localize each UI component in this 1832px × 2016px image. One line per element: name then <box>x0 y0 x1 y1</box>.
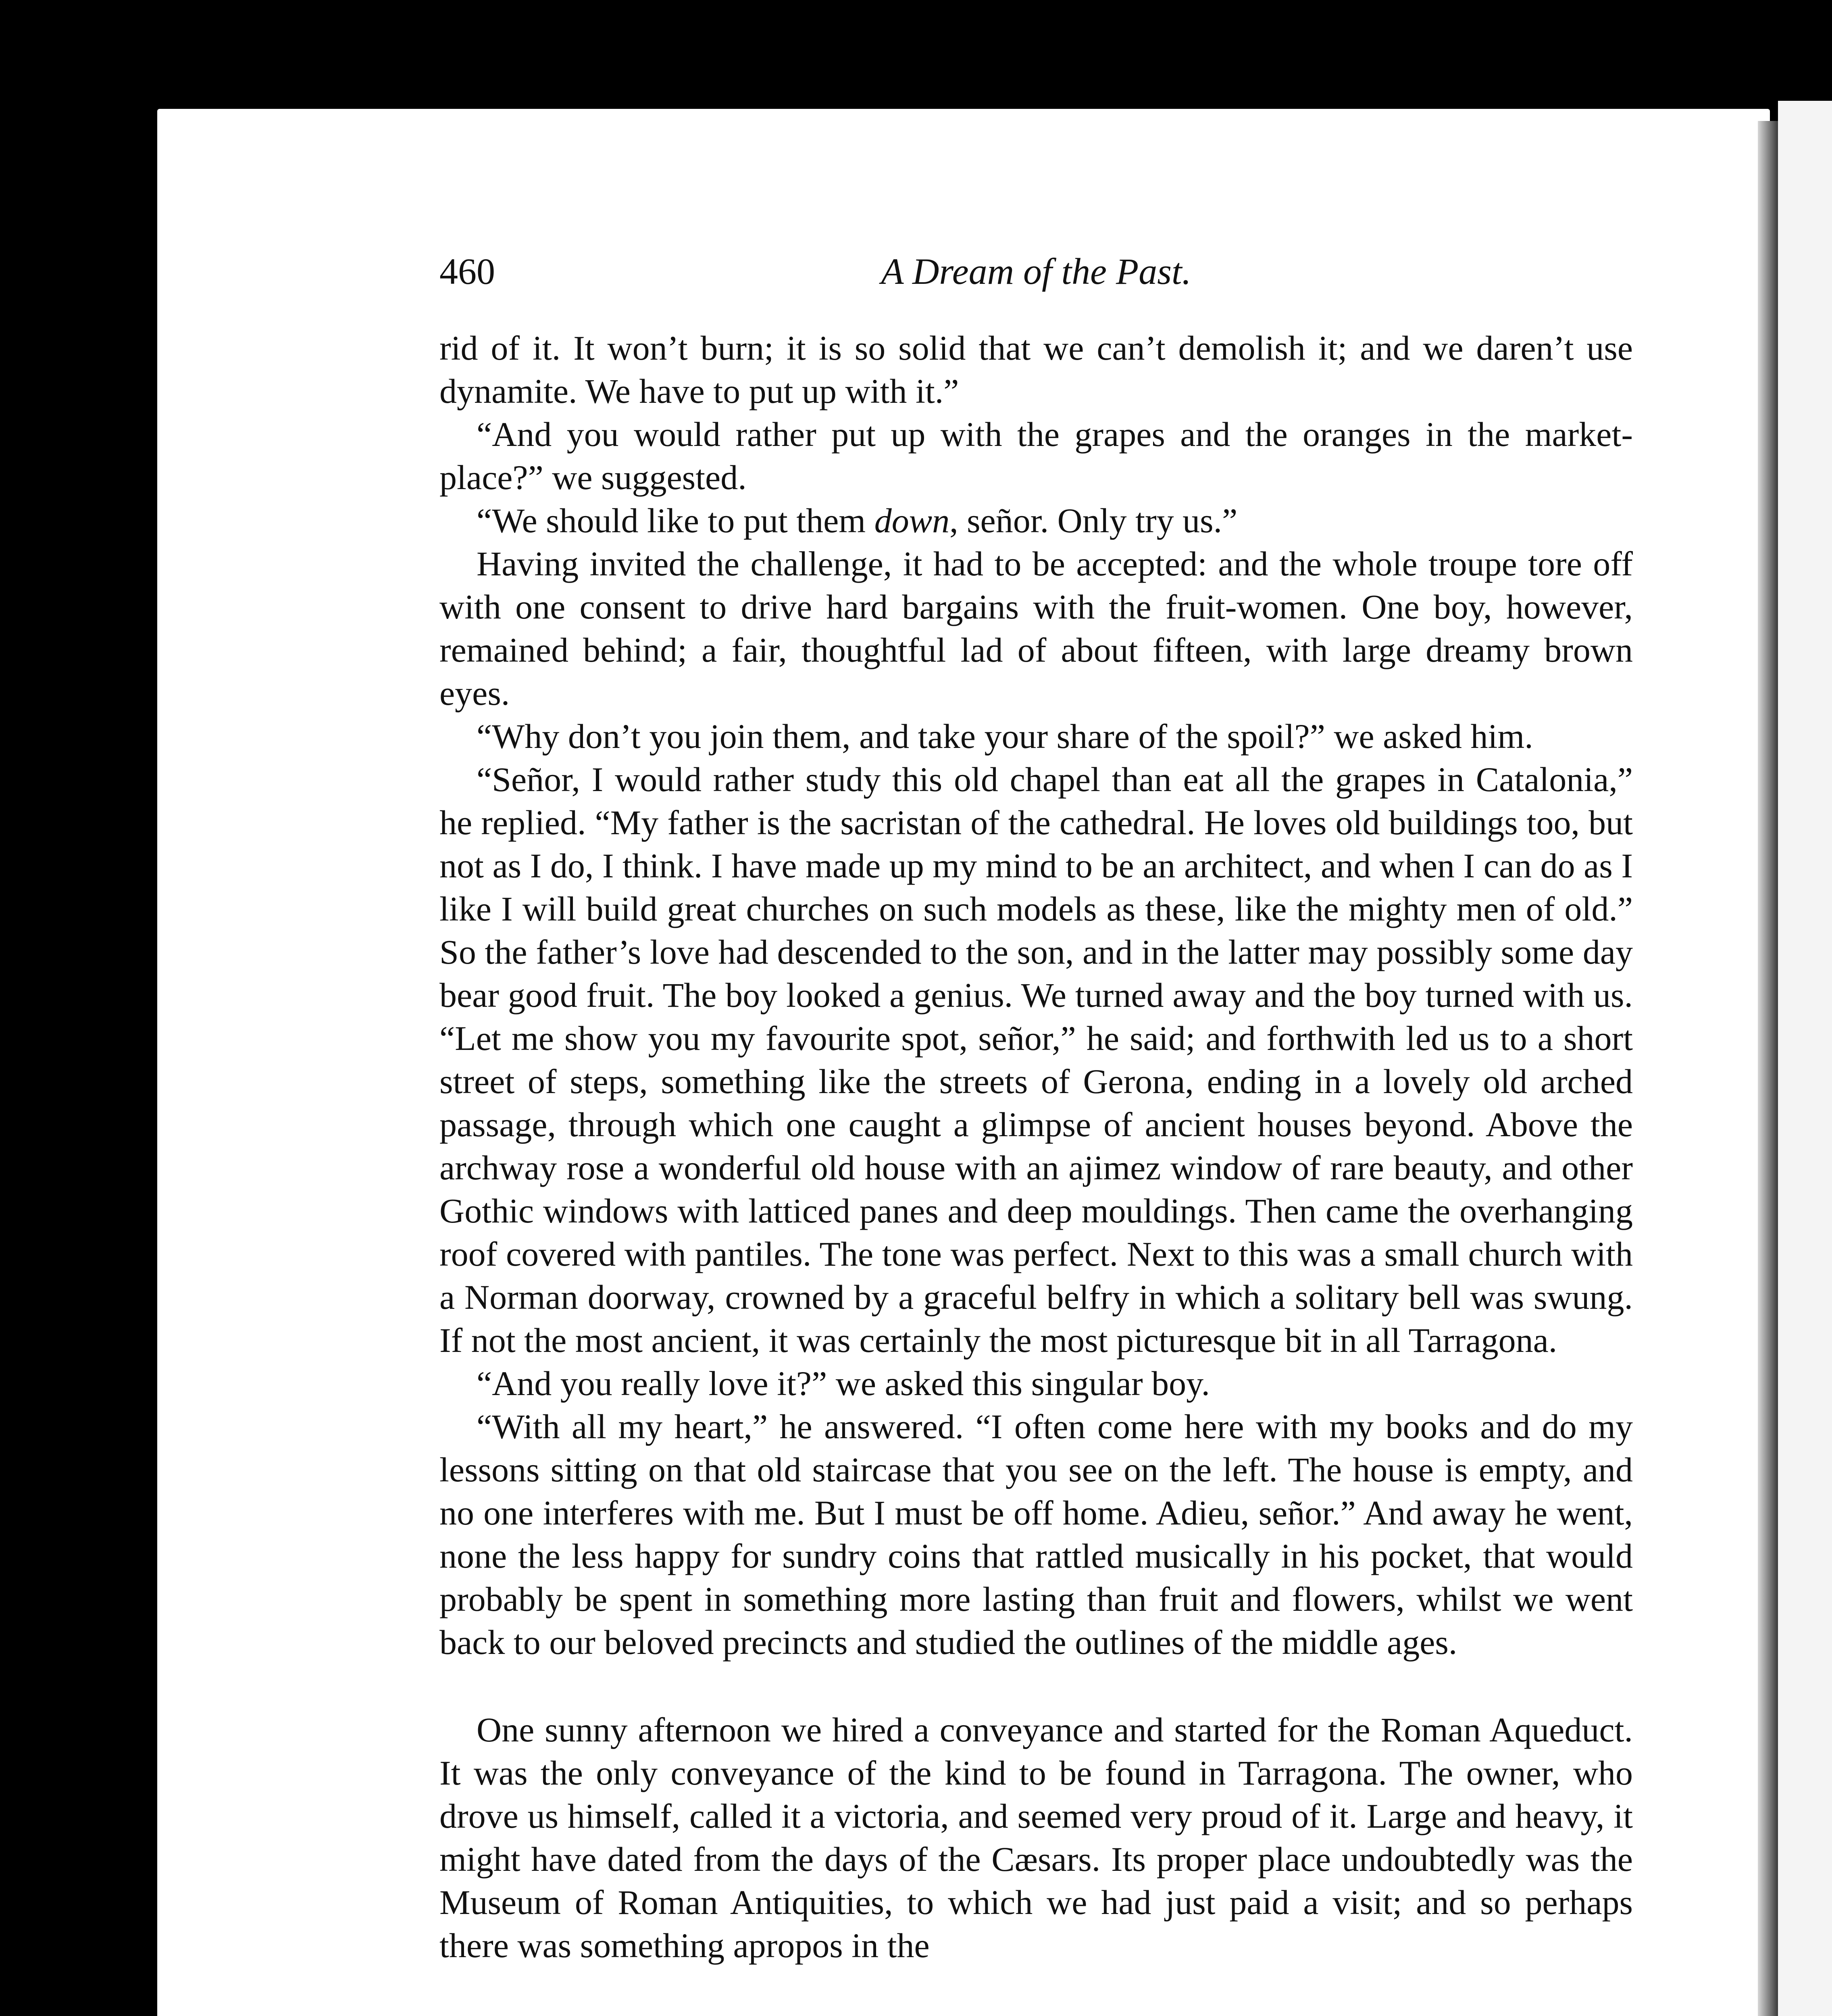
paragraph-3: “We should like to put them down, señor. Only try us.” <box>477 501 1238 540</box>
paragraph-5: “Why don’t you join them, and take your share of the spoil?” we asked him. <box>477 717 1533 756</box>
running-head <box>439 250 1633 298</box>
paragraph-1: rid of it. It won’t burn; it is so solid that we can’t demolish it; and we daren’t use dynamite. We have to put up with it.” <box>439 329 1633 410</box>
paragraph-2: “And you would rather put up with the grapes and the oranges in the market-place?” we suggested. <box>439 415 1633 497</box>
facing-page-edge <box>1778 101 1832 2016</box>
paragraph-6: “Señor, I would rather study this old chapel than eat all the grapes in Catalonia,” he replied. “My father is the sacristan of the cathedral. He loves old buildings too, but not as I do, I think. I have made up my mind to be an architect, and when I can do as I like I will build great churches on such models as these, like the mighty men of old.” So the father’s love had descended to the son, and in the latter may possibly some day bear good fruit. The boy looked a genius. We turned away and the boy turned with us. “Let me show you my favourite spot, señor,” he said; and forthwith led us to a short street of steps, something like the streets of Gerona, ending in a lovely old arched passage, through which one caught a glimpse of ancient houses beyond. Above the archway rose a wonderful old house with an ajimez window of rare beauty, and other Gothic windows with latticed panes and deep mouldings. Then came the overhanging roof covered with pantiles. The tone was perfect. Next to this was a small church with a Norman doorway, crowned by a graceful belfry in which a solitary bell was swung. If not the most ancient, it was certainly the most picturesque bit in all Tarragona. <box>439 760 1633 1360</box>
paragraph-4: Having invited the challenge, it had to be accepted: and the whole troupe tore off with one consent to drive hard bargains with the fruit-women. One boy, however, remained behind; a fair, thoughtful lad of about fifteen, with large dreamy brown eyes. <box>439 544 1633 712</box>
running-title: A Dream of the Past. <box>881 251 1191 292</box>
page-gutter-shadow <box>1758 121 1778 2016</box>
paragraph-9: One sunny afternoon we hired a conveyance and started for the Roman Aqueduct. It was the only conveyance of the kind to be found in Tarragona. The owner, who drove us himself, called it a victoria, and seemed very proud of it. Large and heavy, it might have dated from the days of the Cæsars. Its proper place undoubtedly was the Museum of Roman Antiquities, to which we had just paid a visit; and so perhaps there was something apropos in the <box>439 1710 1633 1965</box>
page-number: 460 <box>439 251 495 292</box>
paragraph-7: “And you really love it?” we asked this singular boy. <box>477 1364 1210 1403</box>
italic-emphasis: down <box>874 501 950 540</box>
paragraph-8: “With all my heart,” he answered. “I often come here with my books and do my lessons sitting on that old staircase that you see on the left. The house is empty, and no one interferes with me. But I must be off home. Adieu, señor.” And away he went, none the less happy for sundry coins that rattled musically in his pocket, that would probably be spent in something more lasting than fruit and flowers, whilst we went back to our beloved precincts and studied the outlines of the middle ages. <box>439 1407 1633 1662</box>
body-text <box>439 327 1633 1967</box>
